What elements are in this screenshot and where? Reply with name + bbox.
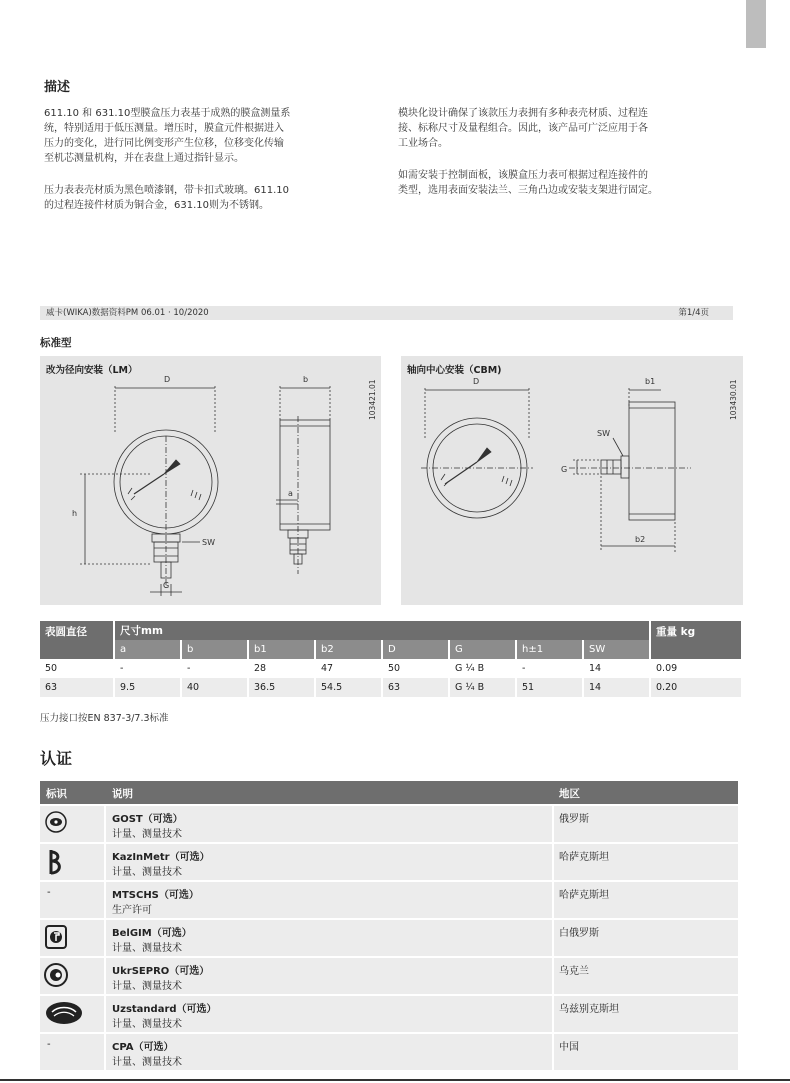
cell: G ¼ B (449, 659, 516, 678)
cell: G ¼ B (449, 678, 516, 697)
cert-name: Uzstandard（可选） (112, 1004, 217, 1015)
cert-region: 中国 (559, 1042, 579, 1053)
cert-sub: 计量、测量技术 (112, 829, 182, 840)
cert-mark-dash: - (47, 1039, 51, 1050)
cert-region: 白俄罗斯 (559, 928, 599, 939)
description-heading: 描述 (44, 80, 71, 95)
panel-title-axial: 轴向中心安装（CBM) (407, 365, 502, 376)
ukrsepro-icon (44, 962, 70, 988)
dim-label-h: h (72, 509, 78, 518)
cell: 40 (181, 678, 248, 697)
certifications-table (40, 781, 738, 1070)
page-footer (40, 306, 733, 320)
cell: 9.5 (114, 678, 181, 697)
cert-name: KazInMetr（可选） (112, 852, 210, 863)
col-head-mark: 标识 (46, 788, 67, 800)
cert-region: 乌克兰 (559, 966, 589, 977)
cell: 0.20 (650, 678, 742, 697)
cell: 54.5 (315, 678, 382, 697)
col-head-description: 说明 (112, 788, 133, 800)
footer-doc-ref: 威卡(WIKA)数据资料PM 06.01 · 10/2020 (46, 308, 209, 318)
drawing-code-axial: 103430.01 (729, 379, 738, 420)
dim-label-b2: b2 (635, 535, 646, 544)
dim-label-b1: b1 (645, 377, 656, 386)
cert-sub: 生产许可 (112, 905, 152, 916)
cell: 50 (40, 659, 114, 678)
cert-sub: 计量、测量技术 (112, 1057, 182, 1068)
dim-label-b: b (303, 375, 309, 384)
cell: 0.09 (650, 659, 742, 678)
cert-sub: 计量、测量技术 (112, 1019, 182, 1030)
description-left-para-1: 611.10 和 631.10型膜盒压力表基于成熟的膜盒测量系 统，特别适用于低压测量。增压时，膜盒元件根据进入 压力的变化，进行同比例变形产生位移，位移变化传输 至机芯测量机构，并在表盘上通过指针显示。 (44, 108, 291, 164)
description-left-para-2: 压力表表壳材质为黑色喷漆钢，带卡扣式玻璃。611.10 的过程连接件材质为铜合金，631.10则为不锈钢。 (44, 185, 289, 211)
cert-sub: 计量、测量技术 (112, 943, 182, 954)
drawing-panel-axial (401, 356, 743, 605)
cert-row-gost (40, 806, 738, 842)
subhead-D: D (382, 640, 449, 659)
subhead-b2: b2 (315, 640, 382, 659)
subhead-G: G (449, 640, 516, 659)
description-right-para-2: 如需安装于控制面板，该膜盒压力表可根据过程连接件的 类型，选用表面安装法兰、三角凸边或安装支架进行固定。 (398, 170, 658, 196)
cell: 14 (583, 678, 650, 697)
subhead-SW: SW (583, 640, 650, 659)
cert-sub: 计量、测量技术 (112, 867, 182, 878)
axial-gauge-drawing (401, 356, 743, 605)
radial-gauge-drawing (40, 356, 381, 605)
cell: 63 (382, 678, 449, 697)
page-bottom-rule (0, 1079, 790, 1081)
footer-page-number: 第1/4页 (678, 308, 709, 318)
cert-name: CPA（可选） (112, 1042, 174, 1053)
cert-row-mtschs (40, 882, 738, 918)
cell: 28 (248, 659, 315, 678)
table-row (40, 678, 742, 697)
cert-table-header (40, 781, 738, 804)
dim-label-SW-right: SW (597, 429, 610, 438)
dim-label-G-left: G (163, 581, 170, 590)
col-head-dims: 尺寸mm (114, 621, 650, 640)
page-tab-marker (746, 0, 766, 48)
cell: 50 (382, 659, 449, 678)
col-head-diameter: 表圆直径 (40, 621, 114, 659)
panel-title-radial: 改为径向安装（LM） (46, 365, 138, 376)
cell: - (516, 659, 583, 678)
col-head-region: 地区 (559, 788, 580, 800)
cert-mark-dash: - (47, 887, 51, 898)
uzstandard-icon (44, 1000, 84, 1028)
cert-name: GOST（可选） (112, 814, 183, 825)
subhead-h: h±1 (516, 640, 583, 659)
cert-sub: 计量、测量技术 (112, 981, 182, 992)
certifications-heading: 认证 (40, 749, 73, 768)
cert-row-belgim (40, 920, 738, 956)
cert-region: 俄罗斯 (559, 814, 589, 825)
kazinmetr-icon (44, 848, 70, 876)
cert-name: BelGIM（可选） (112, 928, 192, 939)
drawing-panel-radial (40, 356, 381, 605)
cert-row-cpa (40, 1034, 738, 1070)
dim-label-G-right: G (561, 465, 568, 474)
cell: 14 (583, 659, 650, 678)
cert-region: 哈萨克斯坦 (559, 890, 609, 901)
cell: 47 (315, 659, 382, 678)
cell: - (114, 659, 181, 678)
cert-row-ukrsepro (40, 958, 738, 994)
dim-label-SW-left: SW (202, 538, 215, 547)
cell: - (181, 659, 248, 678)
cell: 36.5 (248, 678, 315, 697)
dim-label-D-right: D (473, 377, 480, 386)
cell: 63 (40, 678, 114, 697)
dim-label-D-left: D (164, 375, 171, 384)
subhead-b1: b1 (248, 640, 315, 659)
cert-name: UkrSEPRO（可选） (112, 966, 210, 977)
subhead-a: a (114, 640, 181, 659)
cert-name: MTSCHS（可选） (112, 890, 199, 901)
belgim-icon (44, 924, 70, 950)
drawing-code-radial: 103421.01 (368, 379, 377, 420)
standard-heading: 标准型 (40, 337, 72, 349)
col-head-weight: 重量 kg (650, 621, 742, 659)
cert-row-uzstandard (40, 996, 738, 1032)
dim-label-a: a (288, 489, 293, 498)
cert-row-kazinmetr (40, 844, 738, 880)
connection-note: 压力接口按EN 837-3/7.3标准 (40, 713, 169, 724)
gost-icon (44, 810, 70, 834)
subhead-b: b (181, 640, 248, 659)
cell: 51 (516, 678, 583, 697)
description-right-para-1: 模块化设计确保了该款压力表拥有多种表壳材质、过程连 接、标称尺寸及量程组合。因此，该产品可广泛应用于各 工业场合。 (398, 108, 648, 149)
cert-region: 哈萨克斯坦 (559, 852, 609, 863)
cert-region: 乌兹别克斯坦 (559, 1004, 619, 1015)
dimensions-table (40, 621, 743, 697)
table-row (40, 659, 742, 678)
